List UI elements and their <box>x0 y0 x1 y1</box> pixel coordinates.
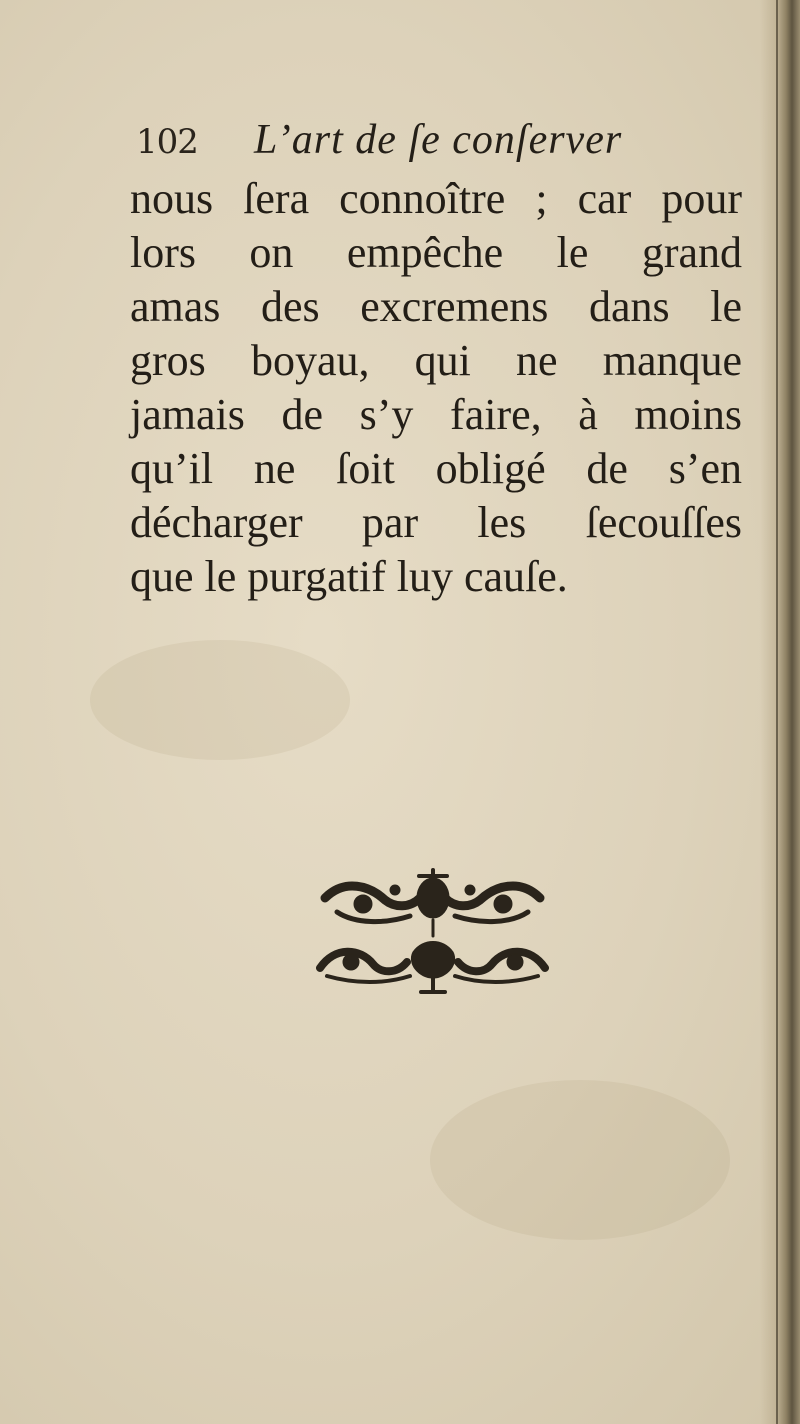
floral-tailpiece-ornament-icon <box>315 868 550 998</box>
page-number: 102 <box>136 122 198 162</box>
text-line: lors on empêche le grand <box>130 228 742 277</box>
paper-stain <box>430 1080 730 1240</box>
page-gutter <box>760 0 800 1424</box>
text-line: que le purgatif luy cauſe. <box>130 552 568 601</box>
page-edge <box>776 0 778 1424</box>
body-text <box>130 172 742 604</box>
running-title: L’art de ſe conſerver <box>254 117 623 163</box>
text-line: jamais de s’y faire, à moins <box>130 390 742 439</box>
text-line: gros boyau, qui ne manque <box>130 336 742 385</box>
running-head <box>136 116 736 172</box>
text-line: amas des excremens dans le <box>130 282 742 331</box>
text-line: décharger par les ſecouſſes <box>130 498 742 547</box>
text-line: qu’il ne ſoit obligé de s’en <box>130 444 742 493</box>
text-line: nous ſera connoître ; car pour <box>130 174 742 223</box>
paper-stain <box>90 640 350 760</box>
